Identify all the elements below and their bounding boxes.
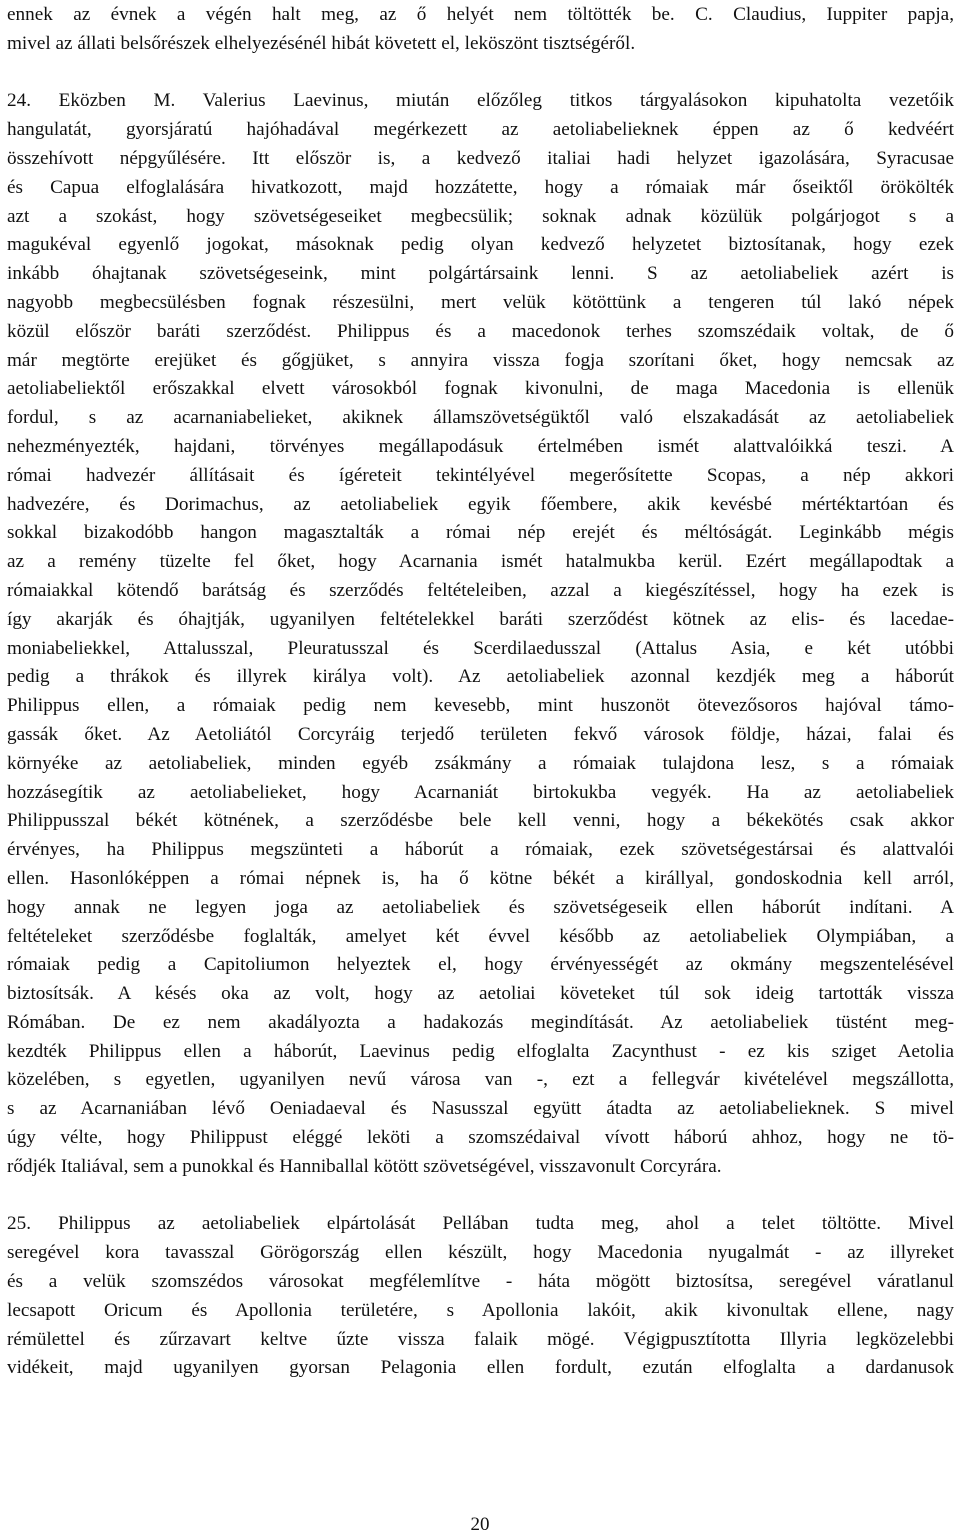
text-line: az a remény tüzelte fel őket, hogy Acarnania ismét hatalmukba kerül. Ezért megállapodtak a — [7, 551, 954, 573]
text-line: fordul, s az acarnaniabelieket, akiknek államszövetségüktől való elszakadását az aetoliabeliek — [7, 407, 954, 429]
text-line: környéke az aetoliabeliek, minden egyéb zsákmány a rómaiak tulajdona lesz, s a rómaiak — [7, 752, 954, 774]
text-line: 24. Eközben M. Valerius Laevinus, miután előzőleg titkos tárgyalásokon kipuhatolta vezetőik — [7, 90, 954, 112]
text-line: inkább óhajtanak szövetségeseink, mint polgártársaink lenni. S az aetoliabeliek azért is — [7, 263, 954, 285]
text-line: közül először baráti szerződést. Philippus és a macedonok terhes szomszédaik voltak, de ő — [7, 320, 954, 342]
text-line: vidékeit, majd ugyanilyen gyorsan Pelagonia ellen fordult, ezután elfoglalta a dardanusok — [7, 1357, 954, 1379]
text-line: s az Acarnaniában lévő Oeniadaeval és Nasusszal együtt átadta az aetoliabelieknek. S mivel — [7, 1098, 954, 1120]
text-line: így akarják és óhajtják, ugyanilyen feltételekkel baráti szerződést kötnek az elis- és lacedae- — [7, 608, 954, 630]
text-line: hozzásegítik az aetoliabelieket, hogy Acarnaniát birtokukba vegyék. Ha az aetoliabeliek — [7, 781, 954, 803]
text-line: Philippusszal békét kötnének, a szerződésbe bele kell venni, hogy a békekötés csak akkor — [7, 810, 954, 832]
text-line: és Capua elfoglalására hivatkozott, majd hozzátette, hogy a rómaiak már őseiktől örökölték — [7, 176, 954, 198]
text-line: feltételeket szerződésbe foglalták, amelyet két évvel később az aetoliabeliek Olympiában, a — [7, 925, 954, 947]
document-page — [7, 1, 954, 1383]
text-line: rődjék Italiával, sem a punokkal és Hanniballal kötött szövetségével, visszavonult Corcyrára. — [7, 1155, 722, 1177]
page-number: 20 — [470, 1514, 490, 1535]
text-line: és a velük szomszédos városokat megfélemlítve - háta mögött biztosítsa, seregével váratlanul — [7, 1271, 954, 1293]
text-line: Philippus ellen, a rómaiak pedig nem kevesebb, mint huszonöt ötevezősoros hajóval támo- — [7, 695, 954, 717]
text-line: közelében, s egyetlen, ugyanilyen nevű városa van -, ezt a fellegvár kivételével megszállotta, — [7, 1069, 954, 1091]
text-line: sokkal bizakodóbb hangon magasztalták a római nép erejét és méltóságát. Leginkább mégis — [7, 522, 954, 544]
paragraph-spacer — [7, 1182, 954, 1211]
text-line: úgy vélte, hogy Philippust eléggé leköti a szomszédaival vívott háború ahhoz, hogy ne tö- — [7, 1127, 954, 1149]
text-line: hadvezére, és Dorimachus, az aetoliabeliek egyik főembere, akik kevésbé mértéktartóan és — [7, 493, 954, 515]
text-line: hangulatát, gyorsjáratú hajóhadával megérkezett az aetoliabelieknek éppen az ő kedvéért — [7, 119, 954, 141]
text-line: hogy annak ne legyen joga az aetoliabeliek és szövetségeseik ellen háborút indítani. A — [7, 896, 954, 918]
text-line: aetoliabeliektől erőszakkal elvett városokból fognak kivonulni, de maga Macedonia is ellenük — [7, 378, 954, 400]
text-line: római hadvezér állításait és ígéreteit tekintélyével megerősítette Scopas, a nép akkori — [7, 464, 954, 486]
paragraph-spacer — [7, 59, 954, 88]
text-line: rémülettel és zűrzavart keltve űzte vissza falaik mögé. Végigpusztította Illyria legközelebbi — [7, 1328, 954, 1350]
text-line: nehezményezték, hajdani, törvényes megállapodásuk értelmében ismét alattvalóikká teszi. A — [7, 435, 954, 457]
paragraph-24 — [7, 87, 954, 1181]
text-line: gassák őket. Az Aetoliától Corcyráig terjedő területen fekvő városok földje, házai, falai és — [7, 723, 954, 745]
text-line: összehívott népgyűlésére. Itt először is, a kedvező italiai hadi helyzet igazolására, Syracusae — [7, 147, 954, 169]
text-line: seregével kora tavasszal Görögország ellen készült, hogy Macedonia nyugalmát - az illyreket — [7, 1242, 954, 1264]
text-line: érvényes, ha Philippus megszünteti a háborút a rómaiak, ezek szövetségestársai és alattvalói — [7, 839, 954, 861]
text-line: kezdték Philippus ellen a háborút, Laevinus pedig elfoglalta Zacynthust - ez kis sziget Aetolia — [7, 1040, 954, 1062]
text-line: azt a szokást, hogy szövetségeseiket megbecsülik; soknak adnak közülük polgárjogot s a — [7, 205, 954, 227]
text-line: moniabeliekkel, Attalusszal, Pleuratusszal és Scerdilaedusszal (Attalus Asia, e két utóbbi — [7, 637, 954, 659]
paragraph-1 — [7, 1, 954, 59]
text-line: nagyobb megbecsülésben fognak részesülni, mert velük kötöttünk a tengeren túl lakó népek — [7, 291, 954, 313]
text-line: ellen. Hasonlóképpen a római népnek is, ha ő kötne békét a királlyal, gondoskodnia kell arról, — [7, 867, 954, 889]
text-line: már megtörte erejüket és gőgjüket, s annyira vissza fogja szorítani őket, hogy nemcsak az — [7, 349, 954, 371]
text-line: pedig a thrákok és illyrek királya volt). Az aetoliabeliek azonnal kezdjék meg a háborút — [7, 666, 954, 688]
text-line: ennek az évnek a végén halt meg, az ő helyét nem töltötték be. C. Claudius, Iuppiter papja, — [7, 4, 954, 25]
paragraph-25 — [7, 1210, 954, 1383]
text-line: lecsapott Oricum és Apollonia területére, s Apollonia lakóit, akik kivonultak ellene, nagy — [7, 1299, 954, 1321]
text-line: magukéval egyenlő jogokat, másoknak pedig olyan kedvező helyzetet biztosítanak, hogy ezek — [7, 234, 954, 256]
text-line: 25. Philippus az aetoliabeliek elpártolását Pellában tudta meg, ahol a telet töltötte. Mivel — [7, 1213, 954, 1235]
text-line: Rómában. De ez nem akadályozta a hadakozás megindítását. Az aetoliabeliek tüstént meg- — [7, 1011, 954, 1033]
text-line: mivel az állati belsőrészek elhelyezésénél hibát követett el, leköszönt tisztségéről. — [7, 32, 636, 54]
text-line: biztosítsák. A késés oka az volt, hogy az aetoliai követeket túl sok ideig tartották vissza — [7, 983, 954, 1005]
text-line: rómaiakkal kötendő barátság és szerződés feltételeiben, azzal a kiegészítéssel, hogy ha ezek is — [7, 579, 954, 601]
text-line: rómaiak pedig a Capitoliumon helyeztek el, hogy érvényességét az okmány megszentelésével — [7, 954, 954, 976]
